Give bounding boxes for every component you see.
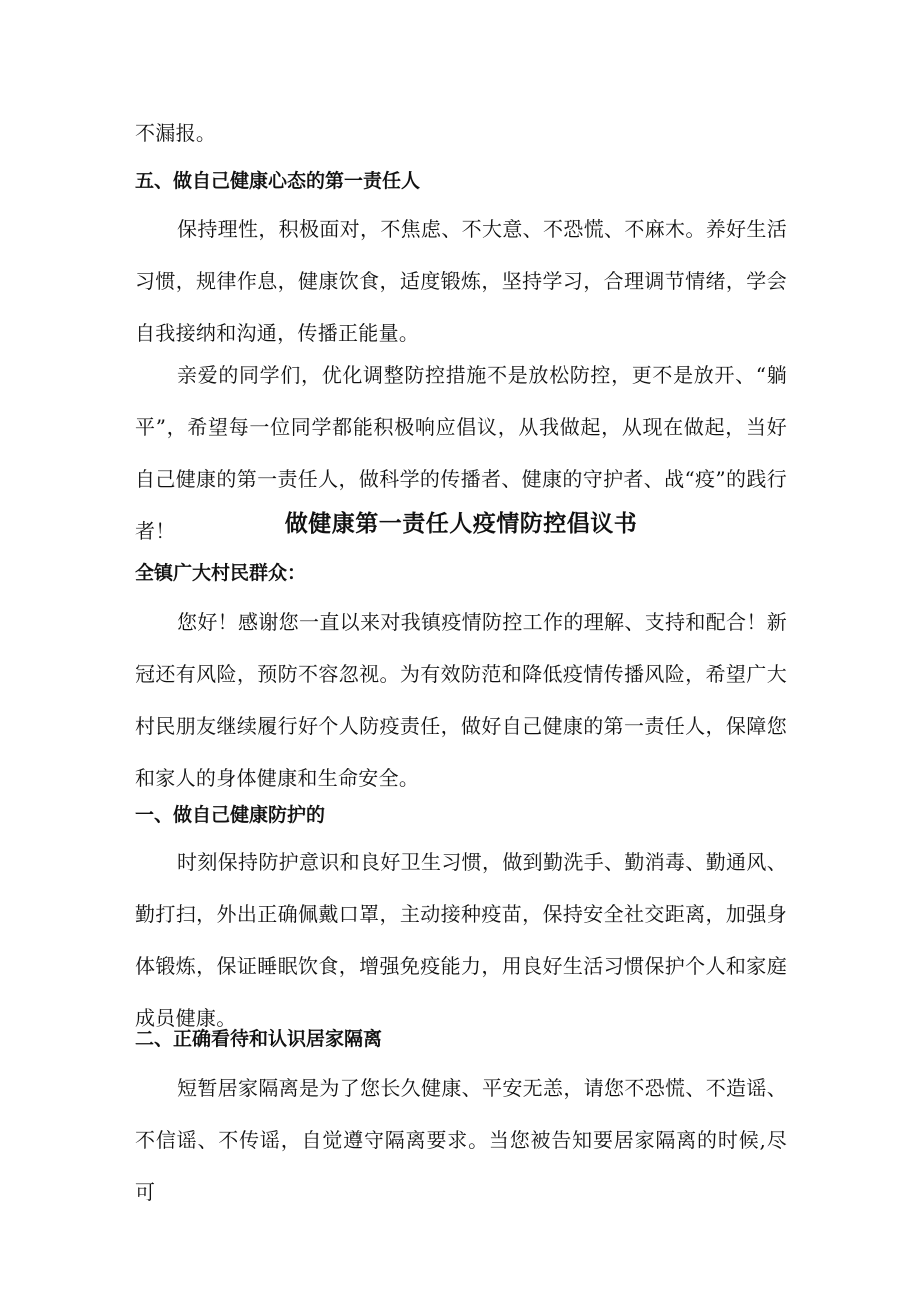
paragraph-continuation: 不漏报。 — [135, 121, 217, 145]
document-title: 做健康第一责任人疫情防控倡议书 — [284, 510, 638, 537]
paragraph-mindset: 保持理性，积极面对，不焦虑、不大意、不恐慌、不麻木。养好生活习惯，规律作息，健康饮食，适度锻炼，坚持学习，合理调节情绪，学会自我接纳和沟通，传播正能量。 — [135, 217, 787, 345]
section-heading-1: 一、做自己健康防护的 — [135, 804, 326, 826]
salutation: 全镇广大村民群众： — [135, 562, 307, 584]
paragraph-greeting: 您好！感谢您一直以来对我镇疫情防控工作的理解、支持和配合！新冠还有风险，预防不容忽视。为有效防范和降低疫情传播风险，希望广大村民朋友继续履行好个人防疫责任，做好自己健康的第一责任人，保障您和家人的身体健康和生命安全。 — [135, 610, 787, 790]
paragraph-protection: 时刻保持防护意识和良好卫生习惯，做到勤洗手、勤消毒、勤通风、勤打扫，外出正确佩戴口罩，主动接种疫苗，保持安全社交距离，加强身体锻炼，保证睡眠饮食，增强免疫能力，用良好生活习惯保护个人和家庭成员健康。 — [135, 850, 787, 1030]
section-heading-2: 二、正确看待和认识居家隔离 — [135, 1028, 383, 1050]
section-heading-5: 五、做自己健康心态的第一责任人 — [135, 170, 421, 192]
paragraph-students-appeal: 亲爱的同学们，优化调整防控措施不是放松防控，更不是放开、“躺平”，希望每一位同学都能积极响应倡议，从我做起，从现在做起，当好自己健康的第一责任人，做科学的传播者、健康的守护者、战“疫”的践行者！ — [135, 363, 787, 543]
paragraph-isolation: 短暂居家隔离是为了您长久健康、平安无恙，请您不恐慌、不造谣、不信谣、不传谣，自觉遵守隔离要求。当您被告知要居家隔离的时候,尽可 — [135, 1076, 787, 1204]
